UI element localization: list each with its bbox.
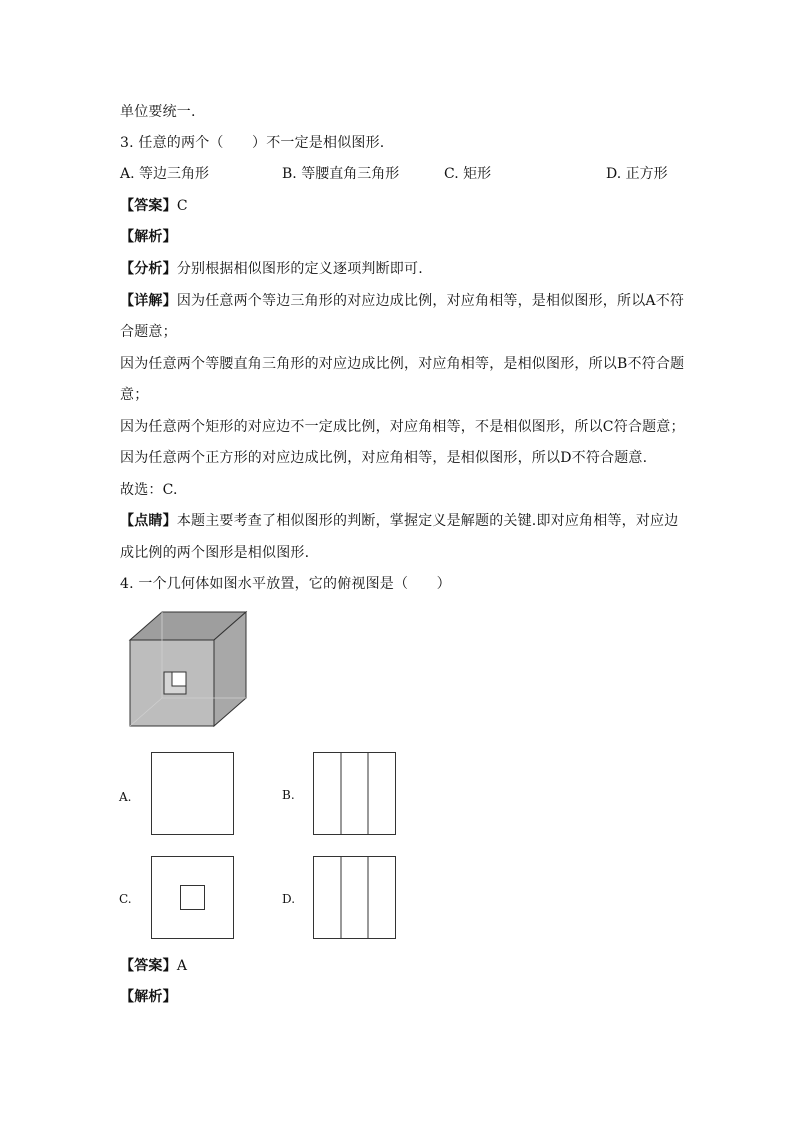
square	[314, 753, 396, 835]
analysis-line	[120, 259, 423, 279]
q4-option-b-figure	[313, 752, 397, 836]
detail-line-3: 因为任意两个等腰直角三角形的对应边成比例，对应角相等，是相似图形，所以B不符合题	[120, 356, 685, 372]
q4-option-b-label: B.	[282, 788, 295, 802]
detail-text: 因为任意两个等边三角形的对应边成比例，对应角相等，是相似图形，所以A不符	[176, 293, 685, 309]
detail-line-1	[120, 291, 684, 311]
inner-square	[181, 886, 205, 910]
square	[152, 753, 234, 835]
detail-tag: 【详解】	[120, 293, 177, 309]
q4-option-d-figure	[313, 856, 397, 940]
analysis-tag: 【分析】	[120, 261, 177, 277]
detail-line-7: 故选：C.	[120, 482, 178, 498]
square	[314, 857, 396, 939]
q4-option-a-label: A.	[119, 790, 132, 804]
analysis-heading-4: 【解析】	[120, 989, 177, 1005]
q3-option-d: D. 正方形	[606, 166, 668, 182]
analysis-text: 分别根据相似图形的定义逐项判断即可.	[176, 261, 423, 277]
q3-option-b: B. 等腰直角三角形	[282, 166, 400, 182]
answer-tag: 【答案】	[120, 198, 177, 214]
q4-option-a-figure	[151, 752, 235, 836]
square	[152, 857, 234, 939]
answer-tag: 【答案】	[120, 958, 177, 974]
answer-value: C	[176, 198, 188, 214]
detail-line-4: 意；	[120, 387, 149, 403]
detail-line-2: 合题意；	[120, 324, 177, 340]
question-4: 4. 一个几何体如图水平放置，它的俯视图是（ ）	[120, 576, 451, 592]
detail-line-6: 因为任意两个正方形的对应边成比例，对应角相等，是相似图形，所以D不符合题意.	[120, 450, 648, 466]
cube-figure	[128, 610, 258, 730]
q3-option-a: A. 等边三角形	[120, 166, 210, 182]
hole-inner	[172, 672, 186, 686]
q4-option-c-figure	[151, 856, 235, 940]
q4-option-c-label: C.	[119, 892, 132, 906]
analysis-heading-3: 【解析】	[120, 229, 177, 245]
comment-text: 本题主要考查了相似图形的判断，掌握定义是解题的关键.即对应角相等，对应边	[176, 513, 679, 529]
text-line: 单位要统一.	[120, 104, 196, 120]
comment-line-1	[120, 511, 678, 531]
answer-value: A	[176, 958, 188, 974]
question-3: 3. 任意的两个（ ）不一定是相似图形.	[120, 135, 385, 151]
detail-line-5: 因为任意两个矩形的对应边不一定成比例，对应角相等，不是相似图形，所以C符合题意；	[120, 419, 685, 435]
comment-line-2: 成比例的两个图形是相似图形.	[120, 545, 310, 561]
q4-option-d-label: D.	[282, 892, 296, 906]
answer-3	[120, 196, 188, 216]
comment-tag: 【点睛】	[120, 513, 177, 529]
answer-4	[120, 956, 187, 976]
q3-option-c: C. 矩形	[444, 166, 492, 182]
